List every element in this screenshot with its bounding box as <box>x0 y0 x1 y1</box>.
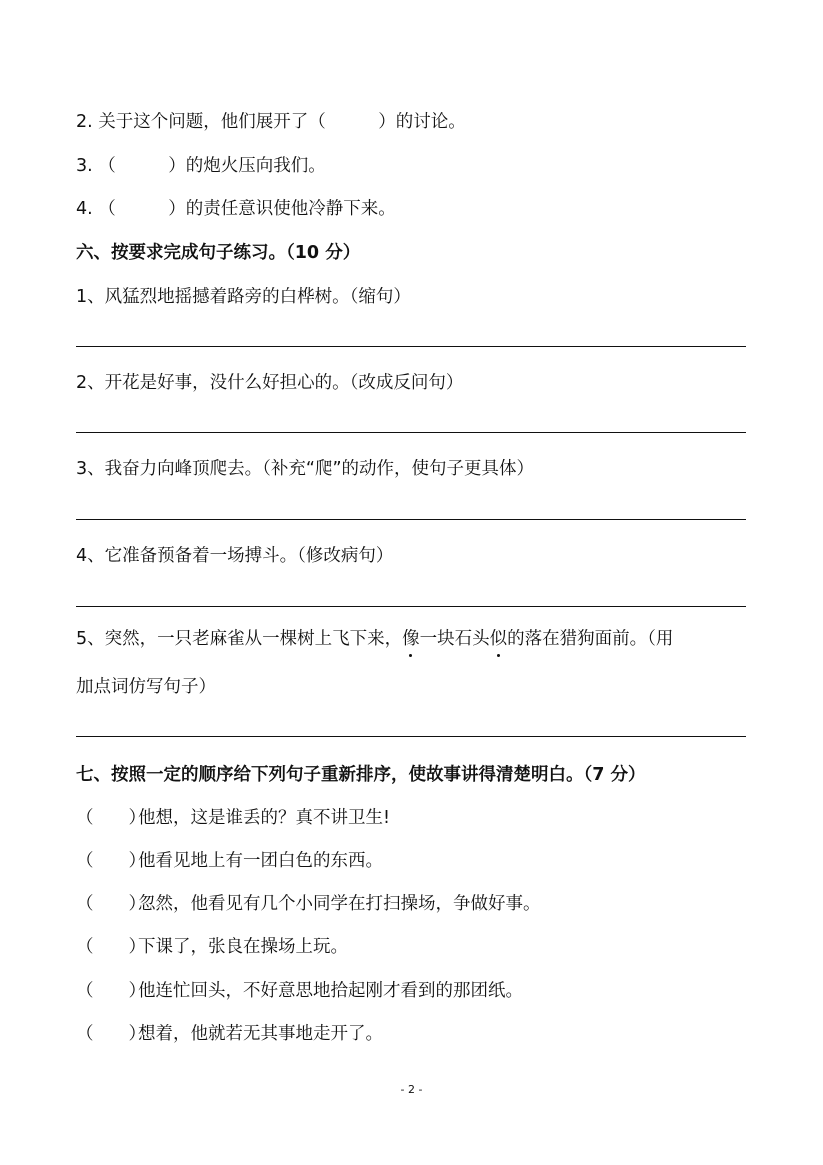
question-1: 1、风猛烈地摇撼着路旁的白桦树。（缩句） <box>76 287 411 307</box>
question-2: 2、开花是好事，没什么好担心的。（改成反问句） <box>76 373 464 393</box>
answer-line-2[interactable] <box>76 432 746 433</box>
question-5-part-2: 一块石头 <box>419 629 490 649</box>
answer-line-3[interactable] <box>76 519 746 520</box>
answer-line-4[interactable] <box>76 606 746 607</box>
sequence-item-5 <box>76 978 523 1004</box>
question-4: 4、它准备预备着一场搏斗。（修改病句） <box>76 546 394 566</box>
order-blank-4[interactable]: （ ） <box>76 937 146 957</box>
section-6-heading: 六、按要求完成句子练习。（10 分） <box>76 243 361 263</box>
order-blank-5[interactable]: （ ） <box>76 981 146 1001</box>
sequence-item-6 <box>76 1021 383 1047</box>
sequence-text-4: 下课了，张良在操场上玩。 <box>138 937 348 957</box>
sequence-text-1: 他想，这是谁丢的？真不讲卫生! <box>138 808 391 828</box>
question-5-line-2: 加点词仿写句子） <box>76 677 216 697</box>
answer-line-5[interactable] <box>76 736 746 737</box>
fill-blank-item-3: 3. （ ）的炮火压向我们。 <box>76 156 326 176</box>
sequence-text-6: 想着，他就若无其事地走开了。 <box>138 1024 383 1044</box>
question-3: 3、我奋力向峰顶爬去。（补充“爬”的动作，使句子更具体） <box>76 459 535 479</box>
sequence-item-4 <box>76 934 348 960</box>
question-5 <box>76 626 673 652</box>
sequence-item-2 <box>76 848 383 874</box>
order-blank-2[interactable]: （ ） <box>76 851 146 871</box>
order-blank-3[interactable]: （ ） <box>76 894 146 914</box>
sequence-item-3 <box>76 891 541 917</box>
dotted-word-si: 似 <box>490 626 508 652</box>
answer-line-1[interactable] <box>76 346 746 347</box>
section-7-heading: 七、按照一定的顺序给下列句子重新排序，使故事讲得清楚明白。（7 分） <box>76 765 646 785</box>
order-blank-1[interactable]: （ ） <box>76 808 146 828</box>
sequence-item-1 <box>76 805 390 831</box>
page-number: - 2 - <box>400 1083 423 1096</box>
sequence-text-2: 他看见地上有一团白色的东西。 <box>138 851 383 871</box>
fill-blank-item-4: 4. （ ）的责任意识使他冷静下来。 <box>76 199 396 219</box>
order-blank-6[interactable]: （ ） <box>76 1024 146 1044</box>
sequence-text-3: 忽然，他看见有几个小同学在打扫操场，争做好事。 <box>138 894 541 914</box>
question-5-part-3: 的落在猎狗面前。（用 <box>507 629 674 649</box>
sequence-text-5: 他连忙回头，不好意思地拾起刚才看到的那团纸。 <box>138 981 523 1001</box>
fill-blank-item-2: 2. 关于这个问题，他们展开了（ ）的讨论。 <box>76 112 466 132</box>
dotted-word-xiang: 像 <box>402 626 420 652</box>
question-5-part-1: 5、突然，一只老麻雀从一棵树上飞下来， <box>76 629 403 649</box>
